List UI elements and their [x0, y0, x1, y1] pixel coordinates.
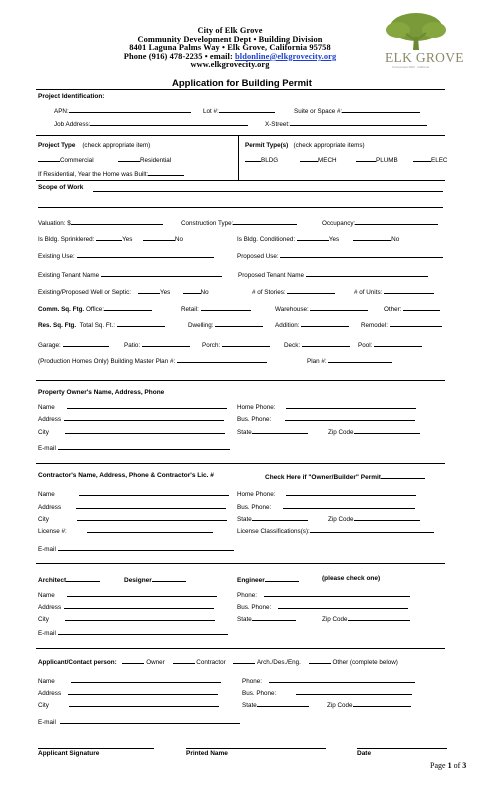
applicant-bus-phone-row: [242, 688, 412, 697]
proposed-use-label: Proposed Use:: [237, 253, 279, 260]
owner-address-field[interactable]: [64, 414, 224, 421]
valuation-label: Valuation: $: [38, 220, 71, 227]
applicant-name-label: Name: [38, 678, 55, 685]
existing-use-row: [38, 251, 214, 260]
owner-name-row: [38, 402, 227, 411]
permit-elec-checkbox[interactable]: [413, 155, 431, 162]
proposed-tenant-label: Proposed Tenant Name: [238, 272, 305, 279]
deck-field[interactable]: [302, 340, 350, 347]
letterhead-dept: Community Development Dept • Building Division: [137, 34, 323, 44]
res-sqft-row: [38, 320, 165, 329]
design-email-label: E-mail: [38, 630, 56, 637]
permit-bldg-checkbox[interactable]: [245, 155, 261, 162]
divider: [36, 89, 445, 90]
contractor-zip-row: [328, 514, 420, 523]
existing-tenant-field[interactable]: [101, 270, 222, 277]
contractor-license-row: [38, 526, 213, 535]
design-name-row: [38, 590, 217, 599]
applicant-address-row: [38, 688, 218, 697]
owner-state-field[interactable]: [252, 427, 308, 434]
design-city-row: [38, 614, 215, 623]
design-city-field[interactable]: [65, 614, 215, 621]
addition-row: [275, 320, 349, 329]
lot-row: [203, 106, 275, 115]
applicant-zip-label: Zip Code: [327, 702, 353, 709]
design-email-field[interactable]: [58, 628, 228, 635]
owner-heading: Property Owner's Name, Address, Phone: [38, 389, 165, 396]
contractor-city-field[interactable]: [77, 514, 227, 521]
owner-city-label: City: [38, 429, 49, 436]
construction-type-field[interactable]: [233, 218, 297, 225]
retail-label: Retail:: [181, 306, 199, 313]
well-yes-box[interactable]: [138, 287, 160, 294]
date-label: Date: [357, 750, 372, 757]
patio-field[interactable]: [142, 340, 190, 347]
permit-type-note: (check appropriate items): [293, 142, 365, 149]
warehouse-row: [275, 304, 368, 313]
date-line[interactable]: [357, 748, 447, 749]
job-address-row: [54, 119, 248, 128]
project-id-heading: Project Identification:: [38, 93, 105, 100]
proposed-use-row: [237, 251, 443, 260]
applicant-bus-phone-field[interactable]: [296, 688, 412, 695]
contractor-name-row: [38, 489, 229, 498]
contractor-address-label: Address: [38, 504, 62, 511]
contractor-classifications-row: [237, 526, 434, 535]
units-row: [354, 287, 434, 296]
contractor-bus-phone-label: Bus. Phone:: [237, 504, 272, 511]
stories-field[interactable]: [287, 287, 335, 294]
project-type-note: (check appropriate item): [82, 142, 151, 149]
well-yes-label: Yes: [159, 289, 171, 296]
residential-label: Residential: [140, 157, 172, 164]
commercial-label: Commercial: [60, 157, 94, 164]
master-plan-label: (Production Homes Only) Building Master Plan #:: [38, 358, 176, 365]
signature-label: Applicant Signature: [38, 750, 100, 757]
conditioned-row: [237, 234, 399, 243]
commercial-option[interactable]: [38, 155, 94, 164]
applicant-phone-label: Phone:: [242, 678, 262, 685]
architect-checkbox[interactable]: [66, 575, 100, 582]
design-bus-phone-label: Bus. Phone:: [237, 604, 272, 611]
conditioned-yes-label: Yes: [328, 236, 340, 243]
owner-address-row: [38, 414, 224, 423]
units-label: # of Units:: [354, 289, 383, 296]
project-type-header: [38, 142, 150, 149]
scope-line-2[interactable]: [38, 207, 443, 208]
divider: [36, 463, 445, 464]
architect-option[interactable]: [38, 575, 100, 584]
porch-field[interactable]: [222, 340, 270, 347]
plan-field[interactable]: [328, 356, 392, 363]
contractor-state-field[interactable]: [252, 514, 308, 521]
owner-bus-phone-row: [237, 414, 415, 423]
apn-field[interactable]: [69, 106, 191, 113]
sprinklered-yes-label: Yes: [122, 236, 133, 243]
contractor-email-row: [38, 544, 234, 553]
occupancy-field[interactable]: [355, 218, 438, 225]
dwelling-row: [188, 320, 263, 329]
applicant-name-field[interactable]: [71, 676, 221, 683]
engineer-checkbox[interactable]: [265, 575, 299, 582]
page-number: [430, 761, 466, 770]
applicant-email-field[interactable]: [60, 717, 240, 724]
contractor-zip-field[interactable]: [354, 514, 420, 521]
space-row: [294, 106, 420, 115]
applicant-owner-label: Owner: [146, 659, 165, 666]
letterhead-address: 8401 Laguna Palms Way • Elk Grove, California 95758: [129, 43, 331, 53]
other-row: [384, 304, 440, 313]
design-state-label: State: [237, 616, 252, 623]
design-phone-label: Phone:: [237, 592, 257, 599]
divider: [238, 135, 239, 180]
contractor-address-field[interactable]: [76, 502, 226, 509]
design-city-label: City: [38, 616, 49, 623]
design-phone-row: [237, 590, 410, 599]
x-street-label: X-Street:: [265, 121, 290, 128]
owner-builder-checkbox[interactable]: [381, 472, 425, 479]
proposed-use-field[interactable]: [280, 251, 443, 258]
residential-option[interactable]: [118, 155, 171, 164]
construction-type-row: [181, 218, 297, 227]
owner-zip-field[interactable]: [354, 427, 420, 434]
permit-type-header: [245, 142, 365, 149]
applicant-owner-checkbox[interactable]: [122, 657, 144, 664]
signature-line[interactable]: [38, 748, 154, 749]
remodel-row: [361, 320, 442, 329]
email-link[interactable]: bldonline@elkgrovecity.org: [235, 51, 337, 61]
designer-option[interactable]: [124, 575, 186, 584]
permit-mech-option[interactable]: [300, 155, 337, 164]
page-total: 3: [462, 761, 467, 770]
existing-use-label: Existing Use:: [38, 253, 75, 260]
letterhead-phone: Phone (916) 478-2235 • email:: [123, 51, 236, 61]
design-zip-row: [322, 614, 410, 623]
occupancy-label: Occupancy:: [322, 220, 356, 227]
stories-label: # of Stories:: [252, 289, 286, 296]
owner-zip-row: [328, 427, 420, 436]
owner-bus-phone-label: Bus. Phone:: [237, 416, 272, 423]
existing-tenant-label: Existing Tenant Name: [38, 272, 100, 279]
design-address-field[interactable]: [64, 602, 214, 609]
applicant-address-label: Address: [38, 690, 62, 697]
page-of: of: [451, 761, 463, 770]
owner-state-label: State: [237, 429, 252, 436]
applicant-city-row: [38, 700, 219, 709]
permit-plumb-option[interactable]: [356, 155, 398, 164]
page-prefix: Page: [430, 761, 448, 770]
retail-field[interactable]: [201, 304, 251, 311]
designer-checkbox[interactable]: [152, 575, 186, 582]
design-state-row: [237, 614, 296, 623]
applicant-zip-field[interactable]: [353, 700, 411, 707]
logo-wordmark: ELK GROVE: [385, 50, 464, 65]
applicant-email-label: E-mail: [38, 719, 56, 726]
contractor-city-row: [38, 514, 227, 523]
deck-row: [284, 340, 350, 349]
applicant-state-field[interactable]: [257, 700, 309, 707]
addition-field[interactable]: [301, 320, 349, 327]
applicant-bus-phone-label: Bus. Phone:: [242, 690, 277, 697]
design-address-label: Address: [38, 604, 62, 611]
construction-type-label: Construction Type:: [181, 220, 234, 227]
letterhead-city: City of Elk Grove: [197, 26, 263, 35]
other-field[interactable]: [403, 304, 440, 311]
applicant-heading: Applicant/Contact person:: [38, 659, 117, 666]
comm-sqft-label: Comm. Sq. Ftg.: [38, 306, 85, 313]
form-title: Application for Building Permit: [172, 78, 312, 89]
remodel-label: Remodel:: [361, 322, 388, 329]
contractor-classifications-label: License Classifications(s):: [237, 528, 310, 535]
sprinklered-row: [38, 234, 183, 243]
contractor-state-row: [237, 514, 308, 523]
applicant-phone-row: [242, 676, 415, 685]
applicant-state-row: [242, 700, 309, 709]
applicant-state-label: State: [242, 702, 257, 709]
permit-plumb-label: PLUMB: [376, 157, 398, 164]
job-address-field[interactable]: [90, 119, 248, 126]
logo-tagline: Incorporated 2000 · California: [392, 65, 430, 69]
divider: [36, 135, 445, 136]
addition-label: Addition:: [275, 322, 300, 329]
contractor-email-field[interactable]: [58, 544, 234, 551]
contractor-home-phone-field[interactable]: [286, 489, 416, 496]
sprinklered-no-box[interactable]: [143, 234, 175, 241]
owner-city-row: [38, 427, 225, 436]
sprinklered-no-label: No: [174, 236, 183, 243]
total-label: Total Sq. Ft.:: [79, 322, 115, 329]
scope-heading: Scope of Work: [38, 184, 84, 191]
contractor-license-label: License #:: [38, 528, 67, 535]
warehouse-field[interactable]: [310, 304, 368, 311]
owner-state-row: [237, 427, 308, 436]
permit-elec-label: ELEC: [431, 157, 448, 164]
applicant-arch-label: Arch./Des./Eng.: [256, 659, 301, 666]
divider: [36, 180, 445, 181]
contractor-bus-phone-row: [237, 502, 415, 511]
comm-sqft-row: [38, 304, 152, 313]
total-field[interactable]: [117, 320, 165, 327]
printed-name-label: Printed Name: [186, 750, 228, 757]
permit-mech-label: MECH: [318, 157, 337, 164]
engineer-label: Engineer: [237, 577, 265, 584]
owner-zip-label: Zip Code: [328, 429, 354, 436]
owner-email-row: [38, 443, 230, 452]
well-no-box[interactable]: [183, 287, 201, 294]
pool-label: Pool:: [358, 342, 373, 349]
garage-row: [38, 340, 109, 349]
owner-email-label: E-mail: [38, 445, 56, 452]
year-built-field[interactable]: [148, 169, 184, 176]
owner-email-field[interactable]: [58, 443, 230, 450]
residential-checkbox[interactable]: [118, 155, 140, 162]
owner-name-field[interactable]: [67, 402, 227, 409]
well-no-label: No: [200, 289, 209, 296]
applicant-contractor-checkbox[interactable]: [173, 657, 195, 664]
contractor-home-phone-row: [237, 489, 416, 498]
contractor-zip-label: Zip Code: [328, 516, 354, 523]
printed-name-line[interactable]: [186, 748, 326, 749]
applicant-row: [38, 657, 398, 666]
remodel-field[interactable]: [390, 320, 442, 327]
design-address-row: [38, 602, 214, 611]
contractor-license-field[interactable]: [87, 526, 213, 533]
office-label: Office:: [85, 306, 105, 313]
permit-plumb-checkbox[interactable]: [356, 155, 376, 162]
project-type-heading: Project Type: [38, 142, 76, 149]
x-street-row: [265, 119, 427, 128]
proposed-tenant-row: [238, 270, 428, 279]
garage-label: Garage:: [38, 342, 61, 349]
check-one-note: (please check one): [322, 575, 381, 582]
permit-bldg-option[interactable]: [245, 155, 278, 164]
design-email-row: [38, 628, 228, 637]
well-septic-label: Existing/Proposed Well or Septic:: [38, 289, 131, 296]
architect-label: Architect: [38, 577, 67, 584]
divider: [36, 380, 445, 381]
applicant-contractor-label: Contractor: [196, 659, 226, 666]
retail-row: [181, 304, 251, 313]
master-plan-row: [38, 356, 267, 365]
applicant-arch-checkbox[interactable]: [233, 657, 255, 664]
lot-field[interactable]: [219, 106, 275, 113]
pool-field[interactable]: [374, 340, 422, 347]
plan-row: [307, 356, 392, 365]
design-state-field[interactable]: [252, 614, 296, 621]
permit-type-heading: Permit Type(s): [245, 142, 289, 149]
apn-row: [54, 106, 191, 115]
design-zip-label: Zip Code: [322, 616, 348, 623]
applicant-city-label: City: [38, 702, 49, 709]
owner-home-phone-row: [237, 402, 416, 411]
valuation-row: [38, 218, 163, 227]
page-current: 1: [447, 761, 452, 770]
design-name-field[interactable]: [67, 590, 217, 597]
owner-builder-label: Check Here if "Owner/Builder" Permit: [265, 474, 381, 481]
contractor-city-label: City: [38, 516, 49, 523]
applicant-other-label: Other (complete below): [332, 659, 398, 666]
existing-use-field[interactable]: [77, 251, 214, 258]
stories-row: [252, 287, 335, 296]
porch-label: Porch:: [202, 342, 221, 349]
contractor-name-label: Name: [38, 491, 55, 498]
porch-row: [202, 340, 270, 349]
res-sqft-label: Res. Sq. Ftg.: [38, 322, 77, 329]
applicant-phone-field[interactable]: [269, 676, 415, 683]
warehouse-label: Warehouse:: [275, 306, 309, 313]
design-zip-field[interactable]: [348, 614, 410, 621]
year-built-label: If Residential, Year the Home was Built:: [38, 171, 149, 178]
garage-field[interactable]: [63, 340, 109, 347]
contractor-classifications-field[interactable]: [310, 526, 434, 533]
permit-mech-checkbox[interactable]: [300, 155, 318, 162]
design-phone-field[interactable]: [264, 590, 410, 597]
applicant-zip-row: [327, 700, 411, 709]
other-label: Other:: [384, 306, 402, 313]
scope-line-1[interactable]: [93, 191, 443, 192]
occupancy-row: [322, 218, 438, 227]
conditioned-no-box[interactable]: [353, 234, 391, 241]
master-plan-field[interactable]: [177, 356, 267, 363]
design-bus-phone-field[interactable]: [278, 602, 408, 609]
well-septic-row: [38, 287, 209, 296]
design-name-label: Name: [38, 592, 55, 599]
conditioned-yes-box[interactable]: [297, 234, 329, 241]
units-field[interactable]: [384, 287, 434, 294]
x-street-field[interactable]: [290, 119, 427, 126]
proposed-tenant-field[interactable]: [306, 270, 428, 277]
designer-label: Designer: [124, 577, 152, 584]
applicant-city-field[interactable]: [69, 700, 219, 707]
dwelling-field[interactable]: [215, 320, 263, 327]
valuation-field[interactable]: [71, 218, 163, 225]
conditioned-no-label: No: [391, 236, 400, 243]
design-bus-phone-row: [237, 602, 408, 611]
permit-bldg-label: BLDG: [261, 157, 279, 164]
owner-home-phone-label: Home Phone:: [237, 404, 276, 411]
lot-label: Lot #:: [203, 108, 219, 115]
office-field[interactable]: [104, 304, 152, 311]
contractor-state-label: State: [237, 516, 252, 523]
contractor-address-row: [38, 502, 226, 511]
apn-label: APN:: [54, 108, 69, 115]
deck-label: Deck:: [284, 342, 301, 349]
conditioned-label: Is Bldg. Conditioned:: [237, 236, 296, 243]
letterhead-website: www.elkgrovecity.org: [190, 60, 270, 70]
owner-city-field[interactable]: [65, 427, 225, 434]
sprinklered-label: Is Bldg. Sprinklered:: [38, 236, 95, 243]
sprinklered-yes-box[interactable]: [96, 234, 122, 241]
commercial-checkbox[interactable]: [38, 155, 60, 162]
owner-name-label: Name: [38, 404, 55, 411]
job-address-label: Job Address:: [54, 121, 91, 128]
existing-tenant-row: [38, 270, 222, 279]
applicant-email-row: [38, 717, 240, 726]
applicant-address-field[interactable]: [68, 688, 218, 695]
engineer-option[interactable]: [237, 575, 299, 584]
elk-grove-logo: [380, 10, 464, 72]
space-field[interactable]: [342, 106, 420, 113]
contractor-email-label: E-mail: [38, 546, 56, 553]
contractor-name-field[interactable]: [79, 489, 229, 496]
owner-bus-phone-field[interactable]: [285, 414, 415, 421]
plan-label: Plan #:: [307, 358, 327, 365]
owner-home-phone-field[interactable]: [286, 402, 416, 409]
divider: [36, 648, 445, 649]
patio-row: [124, 340, 190, 349]
applicant-other-checkbox[interactable]: [309, 657, 331, 664]
owner-builder-row: [265, 472, 425, 481]
contractor-home-phone-label: Home Phone:: [237, 491, 276, 498]
space-label: Suite or Space #:: [294, 108, 343, 115]
dwelling-label: Dwelling:: [188, 322, 214, 329]
pool-row: [358, 340, 422, 349]
owner-address-label: Address: [38, 416, 62, 423]
contractor-bus-phone-field[interactable]: [283, 502, 415, 509]
divider: [36, 563, 445, 564]
permit-elec-option[interactable]: [413, 155, 447, 164]
patio-label: Patio:: [124, 342, 141, 349]
year-built-row: [38, 169, 184, 178]
letterhead: [60, 27, 400, 70]
applicant-name-row: [38, 676, 221, 685]
contractor-heading: Contractor's Name, Address, Phone & Contractor's Lic. #: [38, 472, 214, 479]
